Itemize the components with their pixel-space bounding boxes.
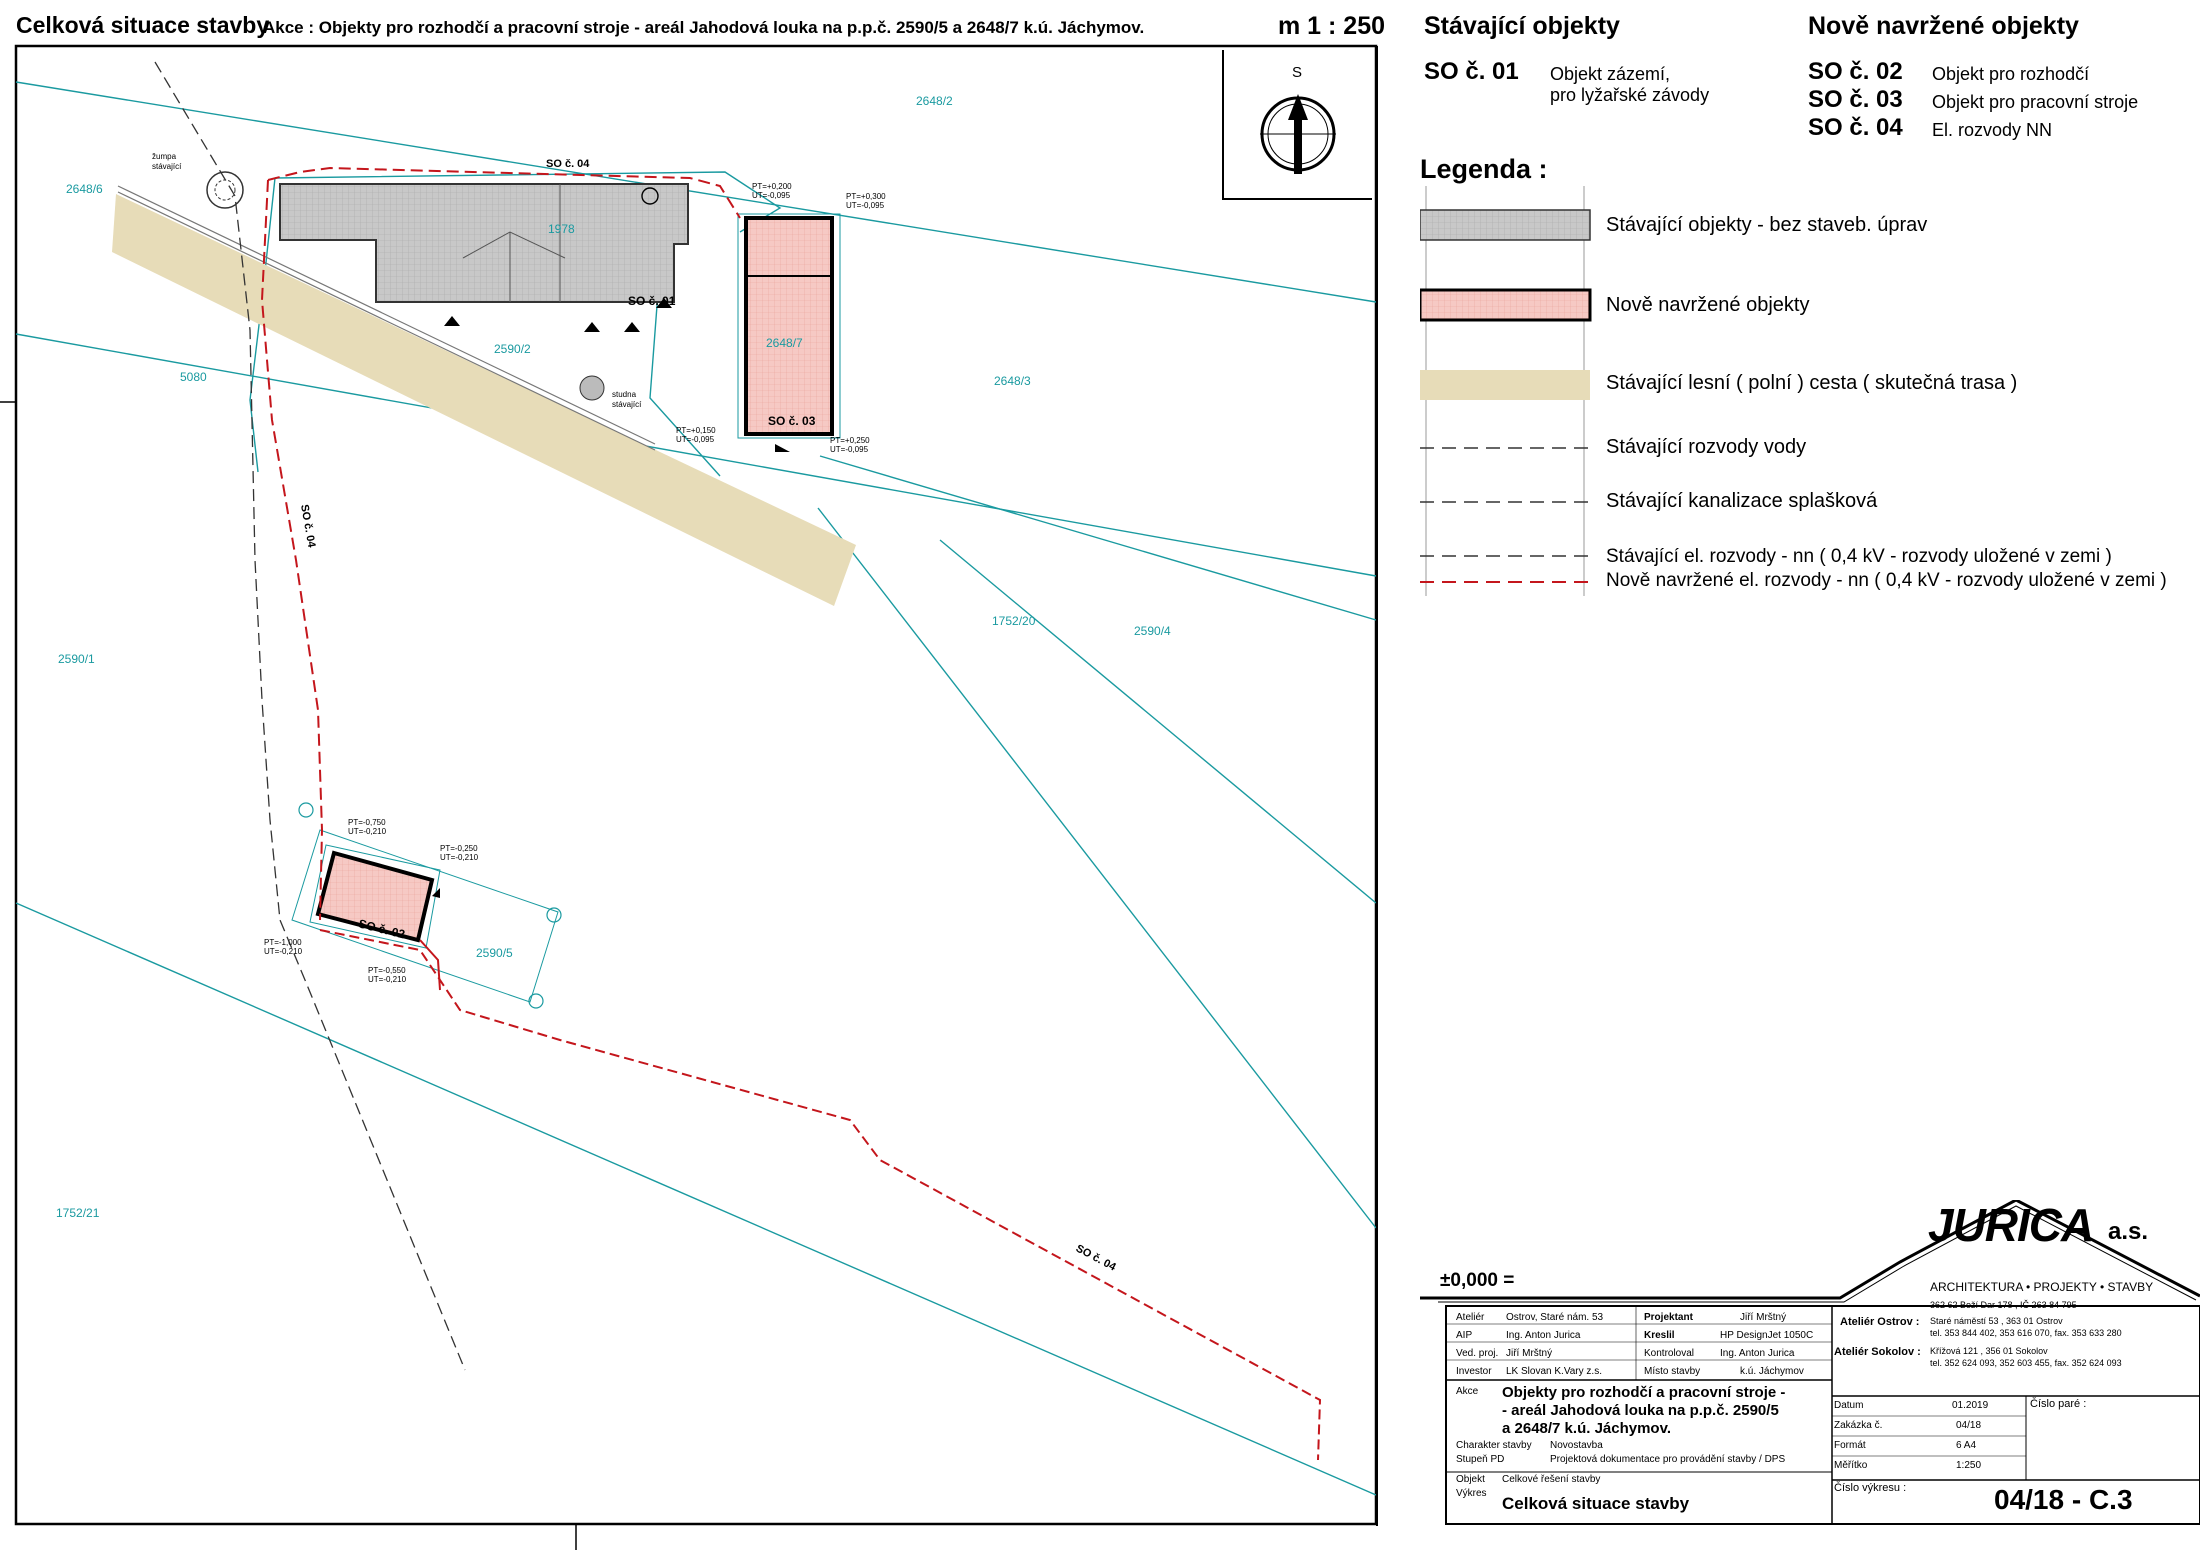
new-so02-desc: Objekt pro rozhodčí [1932,64,2090,84]
existing-so01-desc: Objekt zázemí, pro lyžařské závody [1550,64,1710,105]
existing-so01-code: SO č. 01 [1424,58,1519,85]
label-so04-bottom: SO č. 04 [1073,1242,1118,1274]
zero-level: ±0,000 = [1440,1270,1515,1291]
sokolov-address: Křížová 121 , 356 01 Sokolov [1930,1346,2048,1356]
tb-charakter-value: Novostavba [1550,1440,1603,1451]
tb-kreslil-label: Kreslil [1644,1330,1675,1341]
tb-vykres-value: Celková situace stavby [1502,1494,1690,1513]
label-so04-top: SO č. 04 [546,158,590,170]
legend-item-el-new: Nově navržené el. rozvody - nn ( 0,4 kV - rozvody uložené v zemi ) [1606,570,2167,591]
tb-zakazka-value: 04/18 [1956,1420,1982,1431]
drawing-title: Celková situace stavby [16,12,270,38]
tb-misto-value: k.ú. Jáchymov [1740,1366,1804,1377]
new-so04-desc: El. rozvody NN [1932,120,2053,140]
tb-kontroloval-value: Ing. Anton Jurica [1720,1348,1795,1359]
parcel-2648-3: 2648/3 [994,374,1031,388]
level-c: PT=+0,150 UT=-0,095 [676,426,716,444]
tb-stupen-label: Stupeň PD [1456,1454,1505,1465]
tb-kontroloval-label: Kontroloval [1644,1348,1695,1359]
parcel-2590-5: 2590/5 [476,946,513,960]
so01-building [280,184,688,302]
label-zumpa-2: stávající [152,162,182,171]
sokolov-phone: tel. 352 624 093, 352 603 455, fax. 352 624 093 [1930,1358,2122,1368]
level-a: PT=+0,200 UT=-0,095 [752,182,792,200]
north-arrow [1222,50,1372,200]
sokolov-label: Ateliér Sokolov : [1834,1346,1921,1358]
ostrov-address: Staré náměstí 53 , 363 01 Ostrov [1930,1316,2063,1326]
parcel-5080: 5080 [180,370,207,384]
parcel-2648-2: 2648/2 [916,94,953,108]
label-so03: SO č. 03 [768,414,816,428]
tb-cislo-vykresu: Číslo výkresu : [1834,1482,1907,1494]
tb-meritko-value: 1:250 [1956,1460,1982,1471]
parcel-2648-7: 2648/7 [766,336,803,350]
parcel-2590-4: 2590/4 [1134,624,1171,638]
well [580,376,604,400]
parcel-2648-6: 2648/6 [66,182,103,196]
parcel-1752-20: 1752/20 [992,614,1036,628]
tb-format-label: Formát [1834,1440,1866,1451]
label-so04-left: SO č. 04 [298,503,318,549]
logo-subtitle: ARCHITEKTURA • PROJEKTY • STAVBY [1930,1280,2154,1294]
tb-objekt-value: Celkové řešení stavby [1502,1474,1601,1485]
level-b: PT=+0,300 UT=-0,095 [846,192,886,210]
tb-objekt-label: Objekt [1456,1474,1485,1485]
existing-heading: Stávající objekty [1424,12,1620,40]
ostrov-label: Ateliér Ostrov : [1840,1316,1920,1328]
drawing-number: 04/18 - C.3 [1994,1484,2133,1515]
level-g: PT=-1,000 UT=-0,210 [264,938,303,956]
tb-stupen-value: Projektová dokumentace pro provádění stavby / DPS [1550,1454,1786,1465]
tb-investor-label: Investor [1456,1366,1492,1377]
tb-meritko-label: Měřítko [1834,1460,1868,1471]
legend-item-sewer: Stávající kanalizace splašková [1606,490,1878,512]
septic-tank [207,172,243,208]
tb-zakazka-label: Zakázka č. [1834,1420,1883,1431]
tb-datum-label: Datum [1834,1400,1864,1411]
tb-misto-label: Místo stavby [1644,1366,1701,1377]
legend-item-existing: Stávající objekty - bez staveb. úprav [1606,214,1928,236]
tb-akce-label: Akce [1456,1386,1479,1397]
legend-item-water: Stávající rozvody vody [1606,436,1807,458]
tb-projektant-value: Jiří Mrštný [1740,1312,1787,1323]
tb-vedproj-value: Jiří Mrštný [1506,1348,1553,1359]
new-so02-code: SO č. 02 [1808,58,1903,85]
label-so01: SO č. 01 [628,294,676,308]
compass-icon [1224,50,1372,198]
level-e: PT=-0,750 UT=-0,210 [348,818,387,836]
tb-projektant-label: Projektant [1644,1312,1693,1323]
tb-datum-value: 01.2019 [1952,1400,1989,1411]
parcel-2590-1: 2590/1 [58,652,95,666]
tb-investor-value: LK Slovan K.Vary z.s. [1506,1366,1602,1377]
level-h: PT=-0,550 UT=-0,210 [368,966,407,984]
ostrov-phone: tel. 353 844 402, 353 616 070, fax. 353 633 280 [1930,1328,2122,1338]
new-so03-code: SO č. 03 [1808,86,1903,113]
tb-cislo-pare: Číslo paré : [2030,1398,2087,1410]
so02-group [292,803,561,1008]
level-f: PT=-0,250 UT=-0,210 [440,844,479,862]
compass-label: S [1292,64,1303,81]
legend-heading: Legenda : [1420,154,1548,184]
label-studna: studna [612,390,637,399]
logo-jurica: JURICA [1928,1199,2094,1251]
legend-swatches [1420,186,1600,596]
company-address: 362 62 Boží Dar 178 , IČ 263 84 795 [1930,1300,2077,1310]
new-objects-heading: Nově navržené objekty [1808,12,2079,40]
tb-kreslil-value: HP DesignJet 1050C [1720,1330,1814,1341]
label-studna-2: stávající [612,400,642,409]
new-so03-desc: Objekt pro pracovní stroje [1932,92,2139,112]
legend-item-road: Stávající lesní ( polní ) cesta ( skutečná trasa ) [1606,372,2018,394]
label-so02: SO č. 02 [357,916,407,942]
legend-item-el-existing: Stávající el. rozvody - nn ( 0,4 kV - rozvody uložené v zemi ) [1606,546,2112,567]
tb-charakter-label: Charakter stavby [1456,1440,1532,1451]
tb-format-value: 6 A4 [1956,1440,1977,1451]
label-zumpa: žumpa [152,152,177,161]
tb-atelier-label: Ateliér [1456,1312,1485,1323]
akce-header: Akce : Objekty pro rozhodčí a pracovní stroje - areál Jahodová louka na p.p.č. 2590/5 a 2648/7 k.ú. Jáchymov. [263,18,1145,37]
tb-vykres-label: Výkres [1456,1488,1487,1499]
tb-aip-value: Ing. Anton Jurica [1506,1330,1581,1341]
tb-vedproj-label: Ved. proj. [1456,1348,1499,1359]
tb-aip-label: AIP [1456,1330,1473,1341]
parcel-1752-21: 1752/21 [56,1206,100,1220]
tb-akce-text: Objekty pro rozhodčí a pracovní stroje - - areál Jahodová louka na p.p.č. 2590/5 a 2648/7 k.ú. Jáchymov. [1502,1384,1786,1437]
tb-atelier-value: Ostrov, Staré nám. 53 [1506,1312,1604,1323]
parcel-2590-2: 2590/2 [494,342,531,356]
so03-building [746,218,832,434]
parcel-1978: 1978 [548,222,575,236]
level-d: PT=+0,250 UT=-0,095 [830,436,870,454]
new-so04-code: SO č. 04 [1808,114,1903,141]
logo-suffix: a.s. [2108,1218,2149,1245]
legend-item-new: Nově navržené objekty [1606,294,1810,316]
scale-label: m 1 : 250 [1278,12,1386,40]
